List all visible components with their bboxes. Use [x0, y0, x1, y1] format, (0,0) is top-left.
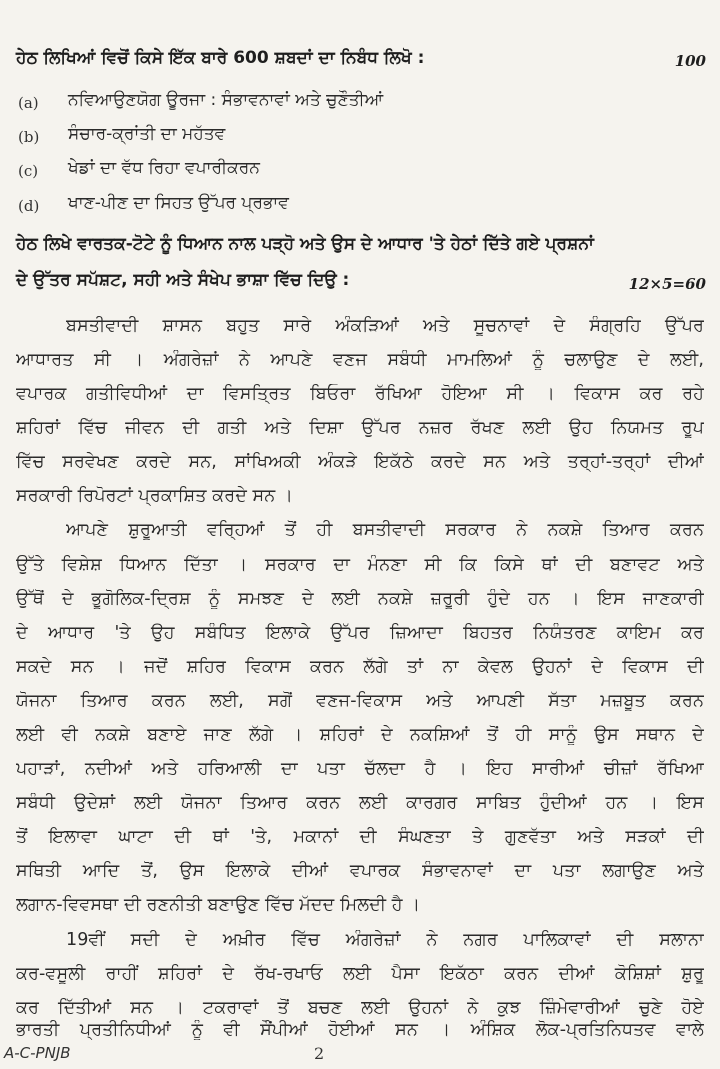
option-label: (c) [18, 162, 39, 180]
passage-line: ਸ਼ਹਿਰਾਂ ਵਿੱਚ ਜੀਵਨ ਦੀ ਗਤੀ ਅਤੇ ਦਿਸ਼ਾ ਉੱਪਰ ਨਜ਼ਰ ਰੱਖਣ ਲਈ ਉਹ ਨਿਯਮਤ ਰੂਪ [16, 418, 704, 438]
passage-line: ਵਿੱਚ ਸਰਵੇਖਣ ਕਰਦੇ ਸਨ, ਸਾਂਖਿਅਕੀ ਅੰਕੜੇ ਇਕੱਠੇ ਕਰਦੇ ਸਨ ਅਤੇ ਤਰ੍ਹਾਂ-ਤਰ੍ਹਾਂ ਦੀਆਂ [16, 452, 704, 472]
passage-line: ਸਕਦੇ ਸਨ । ਜਦੋਂ ਸ਼ਹਿਰ ਵਿਕਾਸ ਕਰਨ ਲੱਗੇ ਤਾਂ ਨਾ ਕੇਵਲ ਉਹਨਾਂ ਦੇ ਵਿਕਾਸ ਦੀ [16, 657, 704, 677]
passage-line: ਕਰ ਦਿੱਤੀਆਂ ਸਨ । ਟਕਰਾਵਾਂ ਤੋਂ ਬਚਣ ਲਈ ਉਹਨਾਂ ਨੇ ਕੁਝ ਜ਼ਿੰਮੇਵਾਰੀਆਂ ਚੁਣੇ ਹੋਏ [16, 998, 704, 1018]
passage-line: ਤੋਂ ਇਲਾਵਾ ਘਾਟਾ ਦੀ ਥਾਂ 'ਤੇ, ਮਕਾਨਾਂ ਦੀ ਸੰਘਣਤਾ ਤੇ ਗੁਣਵੱਤਾ ਅਤੇ ਸੜਕਾਂ ਦੀ [16, 827, 704, 847]
q1-marks: 100 [674, 52, 706, 70]
option-label: (a) [18, 94, 39, 112]
passage-line: ਪਹਾੜਾਂ, ਨਦੀਆਂ ਅਤੇ ਹਰਿਆਲੀ ਦਾ ਪਤਾ ਚੱਲਦਾ ਹੈ । ਇਹ ਸਾਰੀਆਂ ਚੀਜ਼ਾਂ ਰੱਖਿਆ [16, 759, 704, 779]
passage-line: ਉੱਥੋਂ ਦੇ ਭੂਗੋਲਿਕ-ਦ੍ਰਿਸ਼ ਨੂੰ ਸਮਝਣ ਦੇ ਲਈ ਨਕਸ਼ੇ ਜ਼ਰੂਰੀ ਹੁੰਦੇ ਹਨ । ਇਸ ਜਾਣਕਾਰੀ [16, 589, 704, 609]
option-text: ਖੇਡਾਂ ਦਾ ਵੱਧ ਰਿਹਾ ਵਪਾਰੀਕਰਨ [68, 158, 260, 178]
passage-line: ਸਥਿਤੀ ਆਦਿ ਤੋਂ, ਉਸ ਇਲਾਕੇ ਦੀਆਂ ਵਪਾਰਕ ਸੰਭਾਵਨਾਵਾਂ ਦਾ ਪਤਾ ਲਗਾਉਣ ਅਤੇ [16, 861, 704, 881]
passage-line: ਲਈ ਵੀ ਨਕਸ਼ੇ ਬਣਾਏ ਜਾਣ ਲੱਗੇ । ਸ਼ਹਿਰਾਂ ਦੇ ਨਕਸ਼ਿਆਂ ਤੋਂ ਹੀ ਸਾਨੂੰ ਉਸ ਸਥਾਨ ਦੇ [16, 725, 704, 745]
passage-line: ਕਰ-ਵਸੂਲੀ ਰਾਹੀਂ ਸ਼ਹਿਰਾਂ ਦੇ ਰੱਖ-ਰਖਾਓ ਲਈ ਪੈਸਾ ਇਕੱਠਾ ਕਰਨ ਦੀਆਂ ਕੋਸ਼ਿਸ਼ਾਂ ਸ਼ੁਰੂ [16, 964, 704, 984]
passage-line: ਵਪਾਰਕ ਗਤੀਵਿਧੀਆਂ ਦਾ ਵਿਸਤ੍ਰਿਤ ਬਿਓਰਾ ਰੱਖਿਆ ਹੋਇਆ ਸੀ । ਵਿਕਾਸ ਕਰ ਰਹੇ [16, 384, 704, 404]
passage-line: ਦੇ ਆਧਾਰ 'ਤੇ ਉਹ ਸਬੰਧਿਤ ਇਲਾਕੇ ਉੱਪਰ ਜ਼ਿਆਦਾ ਬਿਹਤਰ ਨਿਯੰਤਰਣ ਕਾਇਮ ਕਰ [16, 623, 704, 643]
option-text: ਖਾਣ-ਪੀਣ ਦਾ ਸਿਹਤ ਉੱਪਰ ਪ੍ਰਭਾਵ [68, 193, 289, 213]
passage-line: ਉੱਤੇ ਵਿਸ਼ੇਸ਼ ਧਿਆਨ ਦਿੱਤਾ । ਸਰਕਾਰ ਦਾ ਮੰਨਣਾ ਸੀ ਕਿ ਕਿਸੇ ਥਾਂ ਦੀ ਬਣਾਵਟ ਅਤੇ [16, 555, 704, 575]
passage-line: ਆਧਾਰਤ ਸੀ । ਅੰਗਰੇਜ਼ਾਂ ਨੇ ਆਪਣੇ ਵਣਜ ਸਬੰਧੀ ਮਾਮਲਿਆਂ ਨੂੰ ਚਲਾਉਣ ਦੇ ਲਈ, [16, 350, 704, 370]
passage-line: ਸਬੰਧੀ ਉਦੇਸ਼ਾਂ ਲਈ ਯੋਜਨਾ ਤਿਆਰ ਕਰਨ ਲਈ ਕਾਰਗਰ ਸਾਬਿਤ ਹੁੰਦੀਆਂ ਹਨ । ਇਸ [16, 793, 704, 813]
passage-line: ਲਗਾਨ-ਵਿਵਸਥਾ ਦੀ ਰਣਨੀਤੀ ਬਣਾਉਣ ਵਿੱਚ ਮੱਦਦ ਮਿਲਦੀ ਹੈ । [16, 895, 421, 915]
page-number: 2 [314, 1044, 325, 1063]
passage-line: ਆਪਣੇ ਸ਼ੁਰੂਆਤੀ ਵਰ੍ਹਿਆਂ ਤੋਂ ਹੀ ਬਸਤੀਵਾਦੀ ਸਰਕਾਰ ਨੇ ਨਕਸ਼ੇ ਤਿਆਰ ਕਰਨ [66, 520, 704, 540]
passage-line: 19ਵੀਂ ਸਦੀ ਦੇ ਅਖ਼ੀਰ ਵਿੱਚ ਅੰਗਰੇਜ਼ਾਂ ਨੇ ਨਗਰ ਪਾਲਿਕਾਵਾਂ ਦੀ ਸਲਾਨਾ [66, 930, 704, 950]
option-label: (b) [18, 128, 40, 146]
option-text: ਸੰਚਾਰ-ਕ੍ਰਾਂਤੀ ਦਾ ਮਹੱਤਵ [68, 124, 226, 144]
q2-instruction-line1: ਹੇਠ ਲਿਖੇ ਵਾਰਤਕ-ਟੋਟੇ ਨੂੰ ਧਿਆਨ ਨਾਲ ਪੜ੍ਹੋ ਅਤੇ ਉਸ ਦੇ ਆਧਾਰ 'ਤੇ ਹੇਠਾਂ ਦਿੱਤੇ ਗਏ ਪ੍ਰਸ਼ਨਾਂ [16, 234, 594, 254]
passage-line: ਸਰਕਾਰੀ ਰਿਪੋਰਟਾਂ ਪ੍ਰਕਾਸ਼ਿਤ ਕਰਦੇ ਸਨ । [16, 486, 293, 506]
q2-instruction-line2: ਦੇ ਉੱਤਰ ਸਪੱਸ਼ਟ, ਸਹੀ ਅਤੇ ਸੰਖੇਪ ਭਾਸ਼ਾ ਵਿੱਚ ਦਿਉ : [16, 270, 350, 290]
passage-line: ਬਸਤੀਵਾਦੀ ਸ਼ਾਸਨ ਬਹੁਤ ਸਾਰੇ ਅੰਕੜਿਆਂ ਅਤੇ ਸੂਚਨਾਵਾਂ ਦੇ ਸੰਗ੍ਰਹਿ ਉੱਪਰ [66, 316, 704, 336]
q1-instruction: ਹੇਠ ਲਿਖਿਆਂ ਵਿਚੋਂ ਕਿਸੇ ਇੱਕ ਬਾਰੇ 600 ਸ਼ਬਦਾਂ ਦਾ ਨਿਬੰਧ ਲਿਖੋ : [16, 48, 425, 68]
q2-marks: 12×5=60 [628, 275, 706, 293]
passage-line: ਭਾਰਤੀ ਪ੍ਰਤੀਨਿਧੀਆਂ ਨੂੰ ਵੀ ਸੌਂਪੀਆਂ ਹੋਈਆਂ ਸਨ । ਅੰਸ਼ਿਕ ਲੋਕ-ਪ੍ਰਤਿਨਿਧਤਵ ਵਾਲੇ [16, 1020, 704, 1040]
option-text: ਨਵਿਆਉਣਯੋਗ ਊਰਜਾ : ਸੰਭਾਵਨਾਵਾਂ ਅਤੇ ਚੁਣੌਤੀਆਂ [68, 90, 384, 110]
paper-code: A-C-PNJB [4, 1044, 71, 1062]
passage-line: ਯੋਜਨਾ ਤਿਆਰ ਕਰਨ ਲਈ, ਸਗੋਂ ਵਣਜ-ਵਿਕਾਸ ਅਤੇ ਆਪਣੀ ਸੱਤਾ ਮਜ਼ਬੂਤ ਕਰਨ [16, 691, 704, 711]
option-label: (d) [18, 197, 40, 215]
